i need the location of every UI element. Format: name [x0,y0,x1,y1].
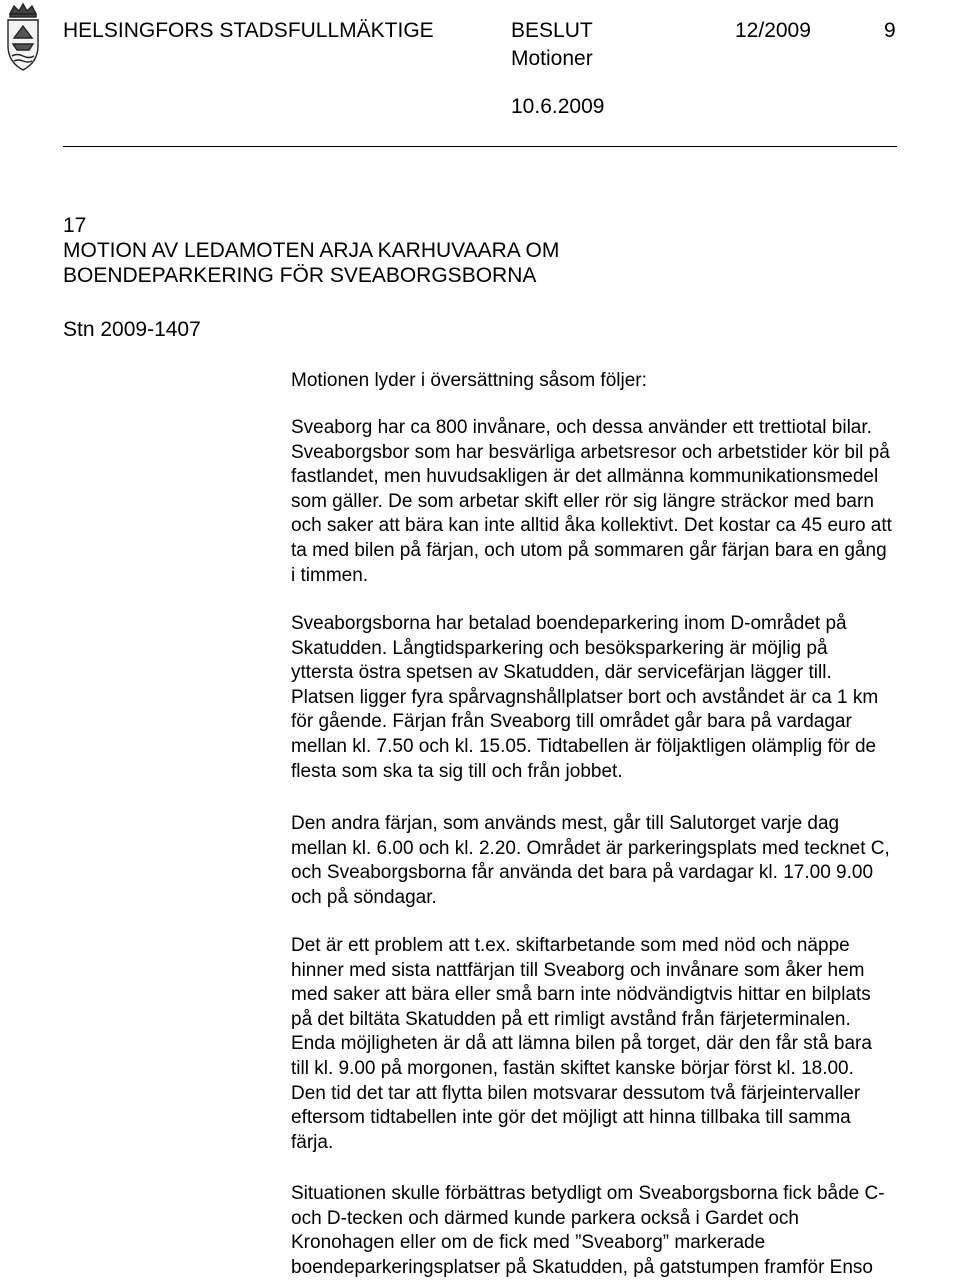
paragraph-line: boendeparkeringsplatser på Skatudden, på gatstumpen framför Enso [291,1256,873,1278]
paragraph-line: mellan kl. 7.50 och kl. 15.05. Tidtabellen är följaktligen olämplig för de [291,735,877,757]
paragraph-line: ta med bilen på färjan, och utom på sommaren går färjan bara en gång [291,539,887,561]
paragraph-line: i timmen. [291,564,369,586]
paragraph-line: och Sveaborgsborna får använda det bara på vardagar kl. 17.00 9.00 [291,862,874,884]
paragraph-line: Sveaborgsborna har betalad boendeparkering inom D-området på [291,613,847,634]
item-number: 17 [63,214,87,237]
paragraph-line: Kronohagen eller om de fick med ”Sveaborg” markerade [291,1232,766,1254]
item-title-line: BOENDEPARKERING FÖR SVEABORGSBORNA [63,264,537,287]
paragraph-line: och på söndagar. [291,886,437,908]
paragraph-line: Det är ett problem att t.ex. skiftarbetande som med nöd och näppe [291,935,850,956]
item-title-line: MOTION AV LEDAMOTEN ARJA KARHUVAARA OM [63,239,560,262]
paragraph [291,934,872,1155]
paragraph-line: mellan kl. 6.00 och kl. 2.20. Området är parkeringsplats med tecknet C, [291,837,890,859]
header-section: Motioner [511,47,593,70]
coat-of-arms-icon [0,0,46,76]
paragraph-line: för gående. Färjan från Sveaborg till området går bara på vardagar [291,711,852,733]
paragraph-line: till kl. 9.00 på morgonen, fastän skiftet kanske börjar först kl. 18.00. [291,1057,854,1079]
paragraph [291,812,890,910]
paragraph-line: Platsen ligger fyra spårvagnshållplatser bort och avståndet är ca 1 km [291,686,879,708]
paragraph-line: Den tid det tar att flytta bilen motsvarar dessutom två färjeintervaller [291,1082,861,1104]
header-document-number: 12/2009 [735,19,811,42]
paragraph [291,612,878,784]
paragraph-line: hinner med sista nattfärjan till Sveaborg och invånare som åker hem [291,959,865,981]
paragraph-line: Sveaborgsbor som har besvärliga arbetsresor och arbetstider kör bil på [291,441,890,463]
paragraph-line: på det biltäta Skatudden på ett rimligt avstånd från färjeterminalen. [291,1008,851,1030]
paragraph-line: färja. [291,1131,334,1153]
paragraph-line: yttersta östra spetsen av Skatudden, där servicefärjan lägger till. [291,662,832,684]
paragraph-line: Situationen skulle förbättras betydligt om Sveaborgsborna fick både C- [291,1183,885,1204]
paragraph-line: Den andra färjan, som används mest, går till Salutorget varje dag [291,813,840,834]
paragraph [291,1182,885,1280]
header-divider [63,146,897,147]
item-reference: Stn 2009-1407 [63,318,201,341]
header-organization: HELSINGFORS STADSFULLMÄKTIGE [63,19,434,42]
paragraph-line: och D-tecken och därmed kunde parkera också i Gardet och [291,1207,799,1229]
paragraph [291,416,892,588]
item-heading [63,213,559,288]
paragraph-line: Skatudden. Långtidsparkering och besöksparkering är möjlig på [291,637,828,659]
paragraph-line: eftersom tidtabellen inte gör det möjligt att hinna tillbaka till samma [291,1107,851,1129]
header-document-type: BESLUT [511,19,593,42]
paragraph-line: fastlandet, men huvudsakligen är det allmänna kommunikationsmedel [291,466,879,488]
paragraph-line: med saker att bära eller små barn inte nödvändigtvis hittar en bilplats [291,984,871,1006]
paragraph-line: Sveaborg har ca 800 invånare, och dessa använder ett trettiotal bilar. [291,417,872,438]
paragraph-line: och saker att bära kan inte alltid åka kollektivt. Det kostar ca 45 euro att [291,515,892,537]
paragraph-line: Enda möjligheten är då att lämna bilen på torget, där den får stå bara [291,1033,872,1055]
paragraph-line: som gäller. De som arbetar skift eller rör sig längre sträckor med barn [291,490,874,512]
paragraph-line: flesta som ska ta sig till och från jobbet. [291,760,623,782]
intro-text: Motionen lyder i översättning såsom följer: [291,370,647,391]
header-page-number: 9 [884,19,896,42]
header-date: 10.6.2009 [511,95,605,118]
